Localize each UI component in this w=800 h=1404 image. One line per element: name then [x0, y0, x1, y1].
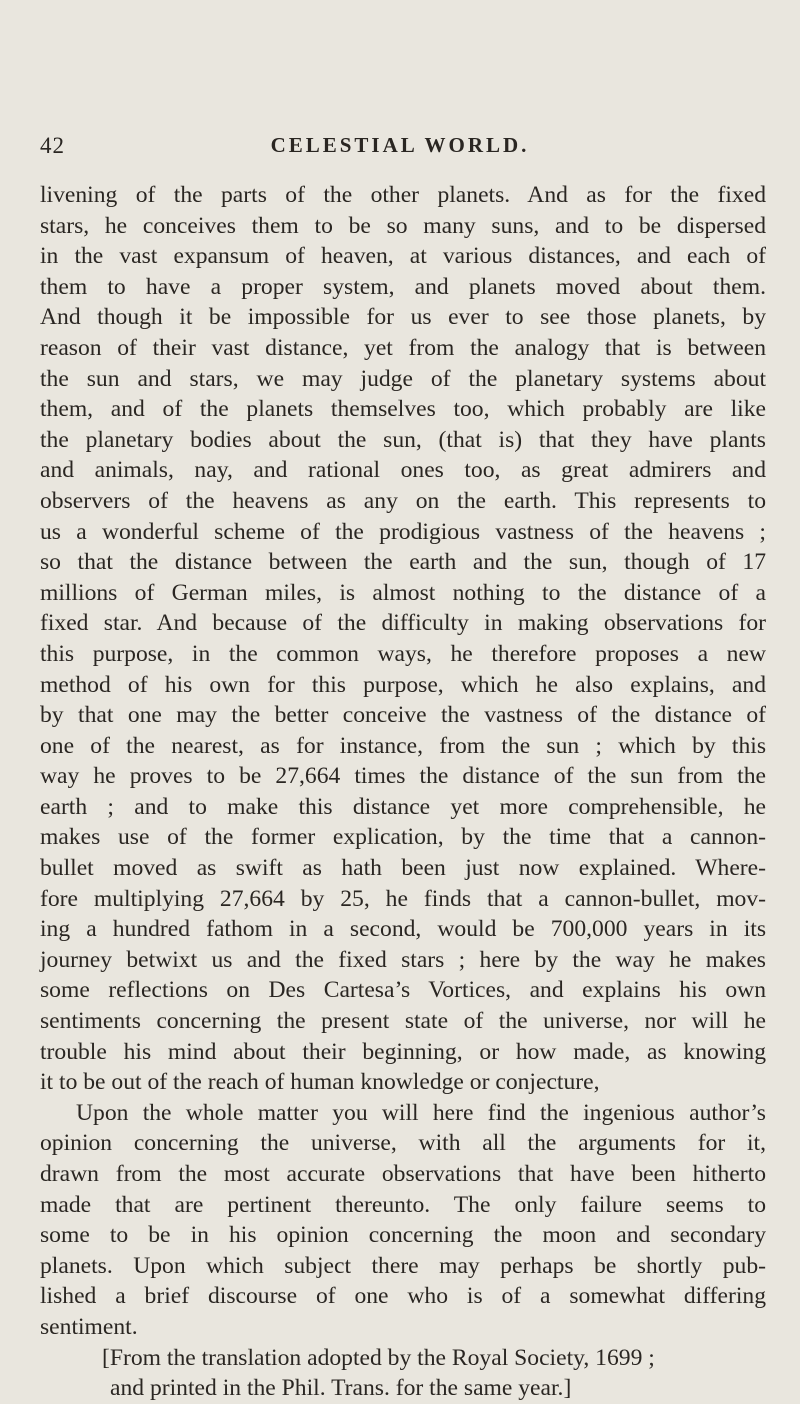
- text-line: reason of their vast distance, yet from the analogy that is between: [40, 334, 766, 361]
- text-line: And though it be impossible for us ever to see those planets, by: [40, 304, 766, 331]
- source-note: [40, 1343, 766, 1404]
- text-line: this purpose, in the common ways, he therefore proposes a new: [40, 640, 766, 667]
- text-line: method of his own for this purpose, which he also explains, and: [40, 671, 766, 698]
- text-line: in the vast expansum of heaven, at various distances, and each of: [40, 243, 766, 270]
- page-header: [40, 133, 760, 163]
- text-line: and animals, nay, and rational ones too, as great admirers and: [40, 457, 766, 484]
- text-line: drawn from the most accurate observations that have been hitherto: [40, 1161, 766, 1187]
- text-line: millions of German miles, is almost nothing to the distance of a: [40, 579, 766, 606]
- text-line: some to be in his opinion concerning the moon and secondary: [40, 1222, 766, 1249]
- text-line: so that the distance between the earth and the sun, though of 17: [40, 549, 766, 576]
- text-line: fixed star. And because of the difficulty in making observations for: [40, 610, 766, 637]
- text-line: stars, he conceives them to be so many suns, and to be dispersed: [40, 212, 766, 239]
- running-head: CELESTIAL WORLD.: [270, 133, 530, 157]
- text-line: them to have a proper system, and planets moved about them.: [40, 273, 766, 300]
- text-line: and printed in the Phil. Trans. for the same year.]: [110, 1375, 572, 1402]
- text-line: ing a hundred fathom in a second, would be 700,000 years in its: [40, 916, 766, 943]
- text-line: one of the nearest, as for instance, from the sun ; which by this: [40, 732, 766, 759]
- text-line: them, and of the planets themselves too, which probably are like: [40, 396, 766, 423]
- text-line: trouble his mind about their beginning, or how made, as knowing: [40, 1038, 766, 1065]
- text-line: [From the translation adopted by the Royal Society, 1699 ;: [102, 1344, 655, 1371]
- text-line: us a wonderful scheme of the prodigious vastness of the heavens ;: [40, 518, 766, 545]
- text-line: bullet moved as swift as hath been just now explained. Where-: [40, 855, 766, 882]
- body-text: [40, 180, 766, 1404]
- text-line: observers of the heavens as any on the earth. This represents to: [40, 487, 766, 514]
- text-line: journey betwixt us and the fixed stars ; here by the way he makes: [40, 946, 766, 973]
- text-line: it to be out of the reach of human knowledge or conjecture,: [40, 1069, 600, 1096]
- text-line: the sun and stars, we may judge of the planetary systems about: [40, 365, 766, 392]
- text-line: makes use of the former explication, by the time that a cannon-: [40, 824, 766, 851]
- page-number: 42: [40, 133, 65, 158]
- paragraph-2: [40, 1098, 766, 1343]
- text-line: livening of the parts of the other planets. And as for the fixed: [40, 182, 766, 208]
- text-line: some reflections on Des Cartesa’s Vortices, and explains his own: [40, 977, 766, 1004]
- text-line: lished a brief discourse of one who is of a somewhat differing: [40, 1283, 766, 1310]
- text-line: sentiments concerning the present state of the universe, nor will he: [40, 1008, 766, 1035]
- text-line: earth ; and to make this distance yet more comprehensible, he: [40, 793, 766, 820]
- text-line: way he proves to be 27,664 times the distance of the sun from the: [40, 763, 766, 790]
- text-line: fore multiplying 27,664 by 25, he finds that a cannon-bullet, mov-: [40, 885, 766, 912]
- text-line: the planetary bodies about the sun, (that is) that they have plants: [40, 426, 766, 453]
- text-line: Upon the whole matter you will here find the ingenious author’s: [76, 1099, 766, 1126]
- paragraph-1: [40, 180, 766, 1098]
- text-line: by that one may the better conceive the vastness of the distance of: [40, 702, 766, 729]
- text-line: made that are pertinent thereunto. The only failure seems to: [40, 1191, 766, 1218]
- text-line: planets. Upon which subject there may perhaps be shortly pub-: [40, 1252, 766, 1279]
- text-line: sentiment.: [40, 1313, 138, 1340]
- text-line: opinion concerning the universe, with all the arguments for it,: [40, 1130, 766, 1157]
